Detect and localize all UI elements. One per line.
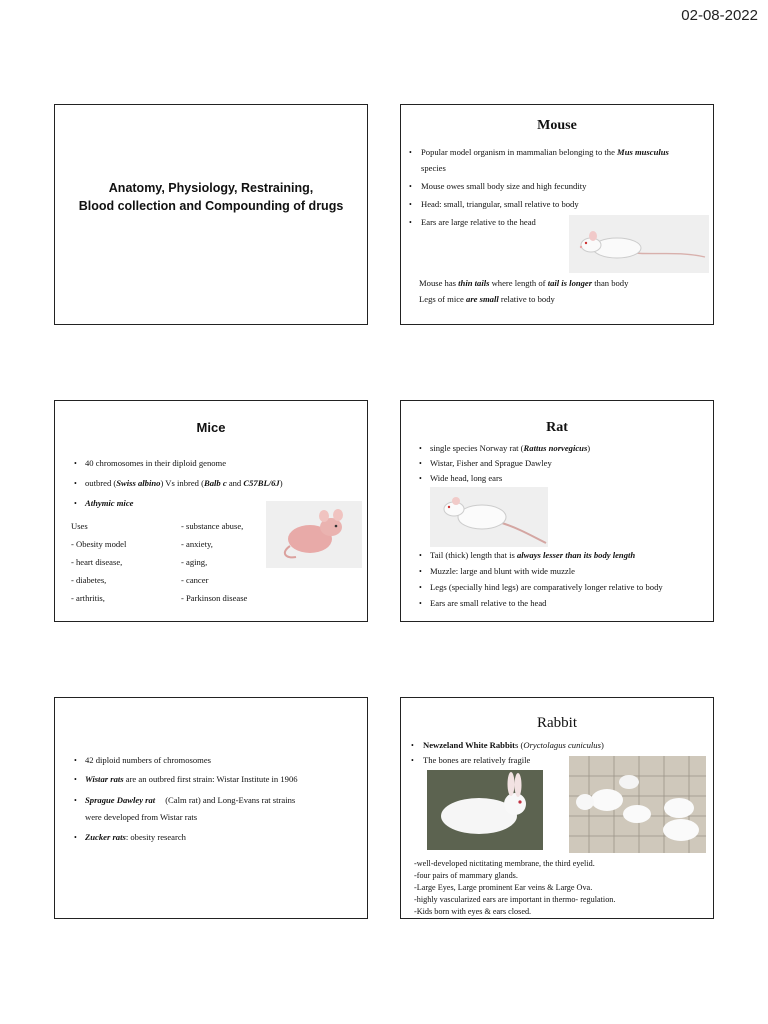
slide-heading: Mouse xyxy=(537,118,577,133)
bullet-text: Sprague Dawley rat (Calm rat) and Long-Evans rat strains xyxy=(85,795,296,805)
slide-heading: Rat xyxy=(546,420,568,435)
rabbit-photo xyxy=(427,770,543,850)
bullet-text: Tail (thick) length that is always lesser than its body length xyxy=(430,550,636,560)
bullet-text: Mouse owes small body size and high fecundity xyxy=(421,181,587,191)
uses-item: - anxiety, xyxy=(181,539,213,549)
bullet-text: Ears are small relative to the head xyxy=(430,598,547,608)
bullet-text: The bones are relatively fragile xyxy=(423,755,531,765)
uses-item: - heart disease, xyxy=(71,557,123,567)
bullet-icon: • xyxy=(419,583,422,592)
hairless-mouse-photo xyxy=(266,501,362,568)
rabbit-fact: -Kids born with eyes & ears closed. xyxy=(414,907,532,916)
rabbit-fact: -well-developed nictitating membrane, the third eyelid. xyxy=(414,859,595,868)
bullet-text: Wide head, long ears xyxy=(430,473,503,483)
bullet-text: Zucker rats: obesity research xyxy=(85,832,186,842)
bullet-icon: • xyxy=(74,459,77,468)
bullet-text: 42 diploid numbers of chromosomes xyxy=(85,755,212,765)
rabbit-cage-photo xyxy=(569,756,706,853)
bullet-icon: • xyxy=(409,182,412,191)
bullet-icon: • xyxy=(419,474,422,483)
bullet-text: outbred (Swiss albino) Vs inbred (Balb c and C57BL/6J) xyxy=(85,478,283,488)
date-label: 02-08-2022 xyxy=(681,7,758,24)
bullet-text: Newzeland White Rabbits (Oryctolagus cuniculus) xyxy=(423,740,604,750)
bullet-text: Ears are large relative to the head xyxy=(421,217,536,227)
bullet-text: single species Norway rat (Rattus norvegicus) xyxy=(430,443,591,453)
uses-item: - substance abuse, xyxy=(181,521,244,531)
slide-title xyxy=(54,104,368,325)
paragraph-text: Mouse has thin tails where length of tail is longer than body xyxy=(419,278,629,288)
slide-rabbit xyxy=(400,697,714,919)
bullet-text: Athymic mice xyxy=(85,498,134,508)
uses-item: - Parkinson disease xyxy=(181,593,248,603)
bullet-text: Popular model organism in mammalian belonging to the Mus musculus xyxy=(421,147,669,157)
bullet-icon: • xyxy=(419,551,422,560)
bullet-text: Wistar rats are an outbred first strain: Wistar Institute in 1906 xyxy=(85,774,298,784)
bullet-icon: • xyxy=(411,756,414,765)
bullet-icon: • xyxy=(411,741,414,750)
rabbit-fact: -highly vascularized ears are important in thermo- regulation. xyxy=(414,895,616,904)
bullet-icon: • xyxy=(74,775,77,784)
rabbit-fact: -four pairs of mammary glands. xyxy=(414,871,518,880)
mouse-photo xyxy=(569,215,709,273)
bullet-icon: • xyxy=(74,756,77,765)
bullet-text: Legs (specially hind legs) are comparatively longer relative to body xyxy=(430,582,663,592)
bullet-text: 40 chromosomes in their diploid genome xyxy=(85,458,227,468)
bullet-icon: • xyxy=(419,599,422,608)
bullet-icon: • xyxy=(409,148,412,157)
title-line-2: Blood collection and Compounding of drugs xyxy=(78,199,344,213)
bullet-text: Muzzle: large and blunt with wide muzzle xyxy=(430,566,575,576)
bullet-icon: • xyxy=(419,459,422,468)
slide-rat xyxy=(400,400,714,622)
slide-mice xyxy=(54,400,368,622)
bullet-icon: • xyxy=(409,200,412,209)
slide-title-text xyxy=(55,179,367,215)
uses-item: - diabetes, xyxy=(71,575,107,585)
title-line-1: Anatomy, Physiology, Restraining, xyxy=(108,181,314,195)
bullet-icon: • xyxy=(74,833,77,842)
uses-item: - cancer xyxy=(181,575,209,585)
uses-label: Uses xyxy=(71,521,88,531)
uses-item: - arthritis, xyxy=(71,593,105,603)
bullet-text: species xyxy=(421,163,446,173)
bullet-icon: • xyxy=(74,479,77,488)
bullet-text: Wistar, Fisher and Sprague Dawley xyxy=(430,458,552,468)
rat-photo xyxy=(430,487,548,547)
slide-heading: Mice xyxy=(196,420,226,435)
bullet-icon: • xyxy=(419,567,422,576)
bullet-icon: • xyxy=(409,218,412,227)
uses-item: - Obesity model xyxy=(71,539,127,549)
rabbit-fact: -Large Eyes, Large prominent Ear veins & Large Ova. xyxy=(414,883,593,892)
bullet-icon: • xyxy=(74,499,77,508)
slide-heading: Rabbit xyxy=(537,715,577,731)
bullet-text: were developed from Wistar rats xyxy=(85,812,198,822)
paragraph-text: Legs of mice are small relative to body xyxy=(419,294,555,304)
bullet-icon: • xyxy=(74,796,77,805)
bullet-icon: • xyxy=(419,444,422,453)
slide-rat-strains xyxy=(54,697,368,919)
slide-mouse xyxy=(400,104,714,325)
uses-item: - aging, xyxy=(181,557,208,567)
bullet-text: Head: small, triangular, small relative to body xyxy=(421,199,579,209)
